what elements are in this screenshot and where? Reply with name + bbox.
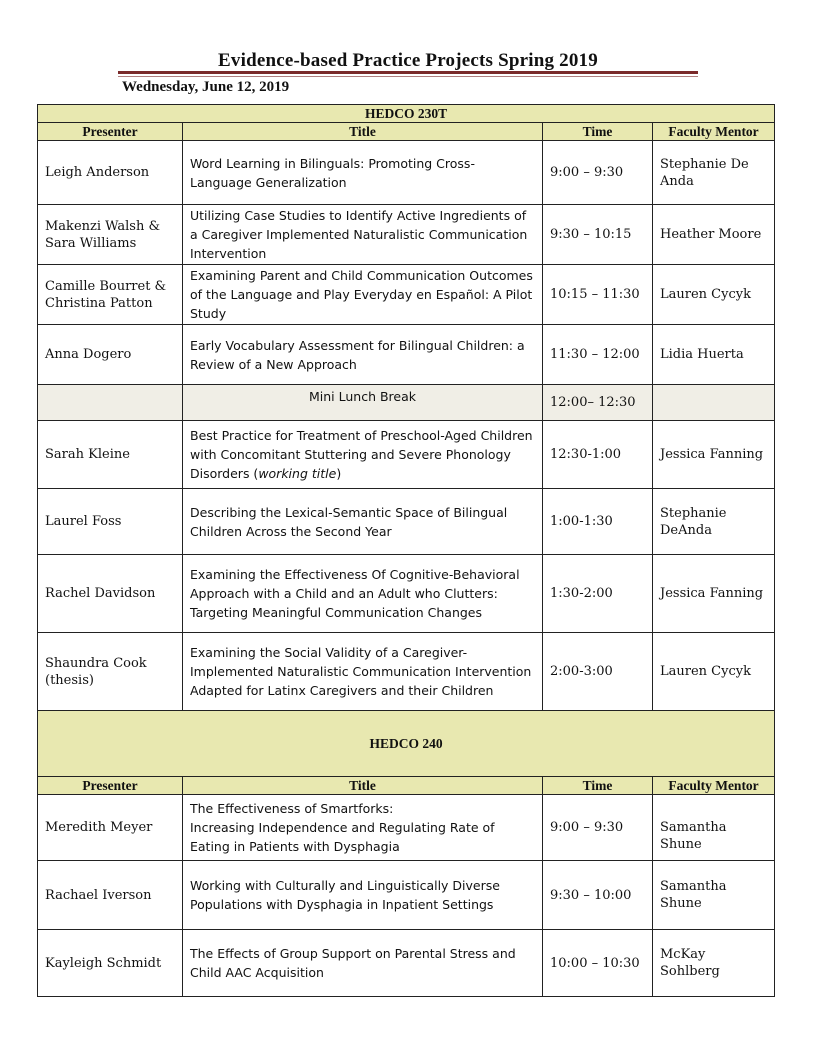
title-rule (118, 71, 698, 74)
table-row (38, 421, 775, 489)
title-end: ) (336, 466, 342, 481)
break-row (38, 385, 775, 421)
table-row (38, 861, 775, 930)
presenter-cell: Makenzi Walsh & Sara Williams (38, 205, 183, 265)
title-cell: Word Learning in Bilinguals: Promoting Cross-Language Generalization (183, 141, 543, 205)
presenter-cell: Shaundra Cook (thesis) (38, 633, 183, 711)
title-cell: Examining the Social Validity of a Caregiver-Implemented Naturalistic Communication Intervention Adapted for Latinx Caregivers and their Children (183, 633, 543, 711)
title-cell: Examining Parent and Child Communication Outcomes of the Language and Play Everyday en Español: A Pilot Study (183, 265, 543, 325)
table-row (38, 141, 775, 205)
mentor-cell: Samantha Shune (653, 861, 775, 930)
title-cell: Describing the Lexical-Semantic Space of Bilingual Children Across the Second Year (183, 489, 543, 555)
time-cell: 10:00 – 10:30 (543, 930, 653, 997)
break-empty-cell (38, 385, 183, 421)
presenter-cell: Anna Dogero (38, 325, 183, 385)
mentor-cell: Stephanie DeAnda (653, 489, 775, 555)
time-cell: 9:30 – 10:15 (543, 205, 653, 265)
presenter-cell: Sarah Kleine (38, 421, 183, 489)
title-line: Increasing Independence and Regulating Rate of Eating in Patients with Dysphagia (190, 820, 495, 854)
column-header-time: Time (543, 777, 653, 795)
table-row (38, 930, 775, 997)
table-row (38, 489, 775, 555)
mentor-cell: Stephanie De Anda (653, 141, 775, 205)
break-time: 12:00– 12:30 (543, 385, 653, 421)
mentor-cell: Jessica Fanning (653, 555, 775, 633)
break-label: Mini Lunch Break (183, 385, 543, 421)
column-header-row (38, 777, 775, 795)
mentor-cell: Lauren Cycyk (653, 633, 775, 711)
title-cell: Working with Culturally and Linguistically Diverse Populations with Dysphagia in Inpatient Settings (183, 861, 543, 930)
mentor-cell: Heather Moore (653, 205, 775, 265)
table-row (38, 633, 775, 711)
time-cell: 11:30 – 12:00 (543, 325, 653, 385)
presenter-cell: Meredith Meyer (38, 795, 183, 861)
schedule-table-hedco-230t (37, 104, 775, 997)
table-row (38, 555, 775, 633)
table-row (38, 265, 775, 325)
column-header-title: Title (183, 777, 543, 795)
time-cell: 1:00-1:30 (543, 489, 653, 555)
column-header-mentor: Faculty Mentor (653, 123, 775, 141)
time-cell: 9:30 – 10:00 (543, 861, 653, 930)
column-header-mentor: Faculty Mentor (653, 777, 775, 795)
title-line: The Effectiveness of Smartforks: (190, 801, 394, 816)
column-header-presenter: Presenter (38, 777, 183, 795)
title-cell (183, 795, 543, 861)
title-cell: Utilizing Case Studies to Identify Active Ingredients of a Caregiver Implemented Naturalistic Communication Intervention (183, 205, 543, 265)
presenter-cell: Rachael Iverson (38, 861, 183, 930)
mentor-cell: Lidia Huerta (653, 325, 775, 385)
room-header: HEDCO 240 (38, 711, 775, 777)
mentor-cell: Samantha Shune (653, 795, 775, 861)
title-cell (183, 421, 543, 489)
presenter-cell: Laurel Foss (38, 489, 183, 555)
title-cell: Early Vocabulary Assessment for Bilingual Children: a Review of a New Approach (183, 325, 543, 385)
time-cell: 12:30-1:00 (543, 421, 653, 489)
time-cell: 10:15 – 11:30 (543, 265, 653, 325)
table-row (38, 795, 775, 861)
table-row (38, 325, 775, 385)
presenter-cell: Kayleigh Schmidt (38, 930, 183, 997)
title-cell: The Effects of Group Support on Parental Stress and Child AAC Acquisition (183, 930, 543, 997)
time-cell: 2:00-3:00 (543, 633, 653, 711)
title-italic: working title (258, 466, 337, 481)
room-header: HEDCO 230T (38, 105, 775, 123)
title-cell: Examining the Effectiveness Of Cognitive-Behavioral Approach with a Child and an Adult who Clutters: Targeting Meaningful Communication Changes (183, 555, 543, 633)
table-row (38, 205, 775, 265)
presenter-cell: Rachel Davidson (38, 555, 183, 633)
break-empty-cell (653, 385, 775, 421)
column-header-row (38, 123, 775, 141)
column-header-time: Time (543, 123, 653, 141)
title-text: Best Practice for Treatment of Preschool-Aged Children with Concomitant Stuttering and Severe Phonology Disorders ( (190, 428, 533, 481)
time-cell: 1:30-2:00 (543, 555, 653, 633)
column-header-title: Title (183, 123, 543, 141)
event-date: Wednesday, June 12, 2019 (122, 79, 290, 95)
title-rule-thin (118, 76, 698, 77)
mentor-cell: Lauren Cycyk (653, 265, 775, 325)
column-header-presenter: Presenter (38, 123, 183, 141)
time-cell: 9:00 – 9:30 (543, 795, 653, 861)
page-title: Evidence-based Practice Projects Spring 2019 (218, 50, 598, 71)
presenter-cell: Camille Bourret & Christina Patton (38, 265, 183, 325)
presenter-cell: Leigh Anderson (38, 141, 183, 205)
mentor-cell: McKay Sohlberg (653, 930, 775, 997)
time-cell: 9:00 – 9:30 (543, 141, 653, 205)
mentor-cell: Jessica Fanning (653, 421, 775, 489)
